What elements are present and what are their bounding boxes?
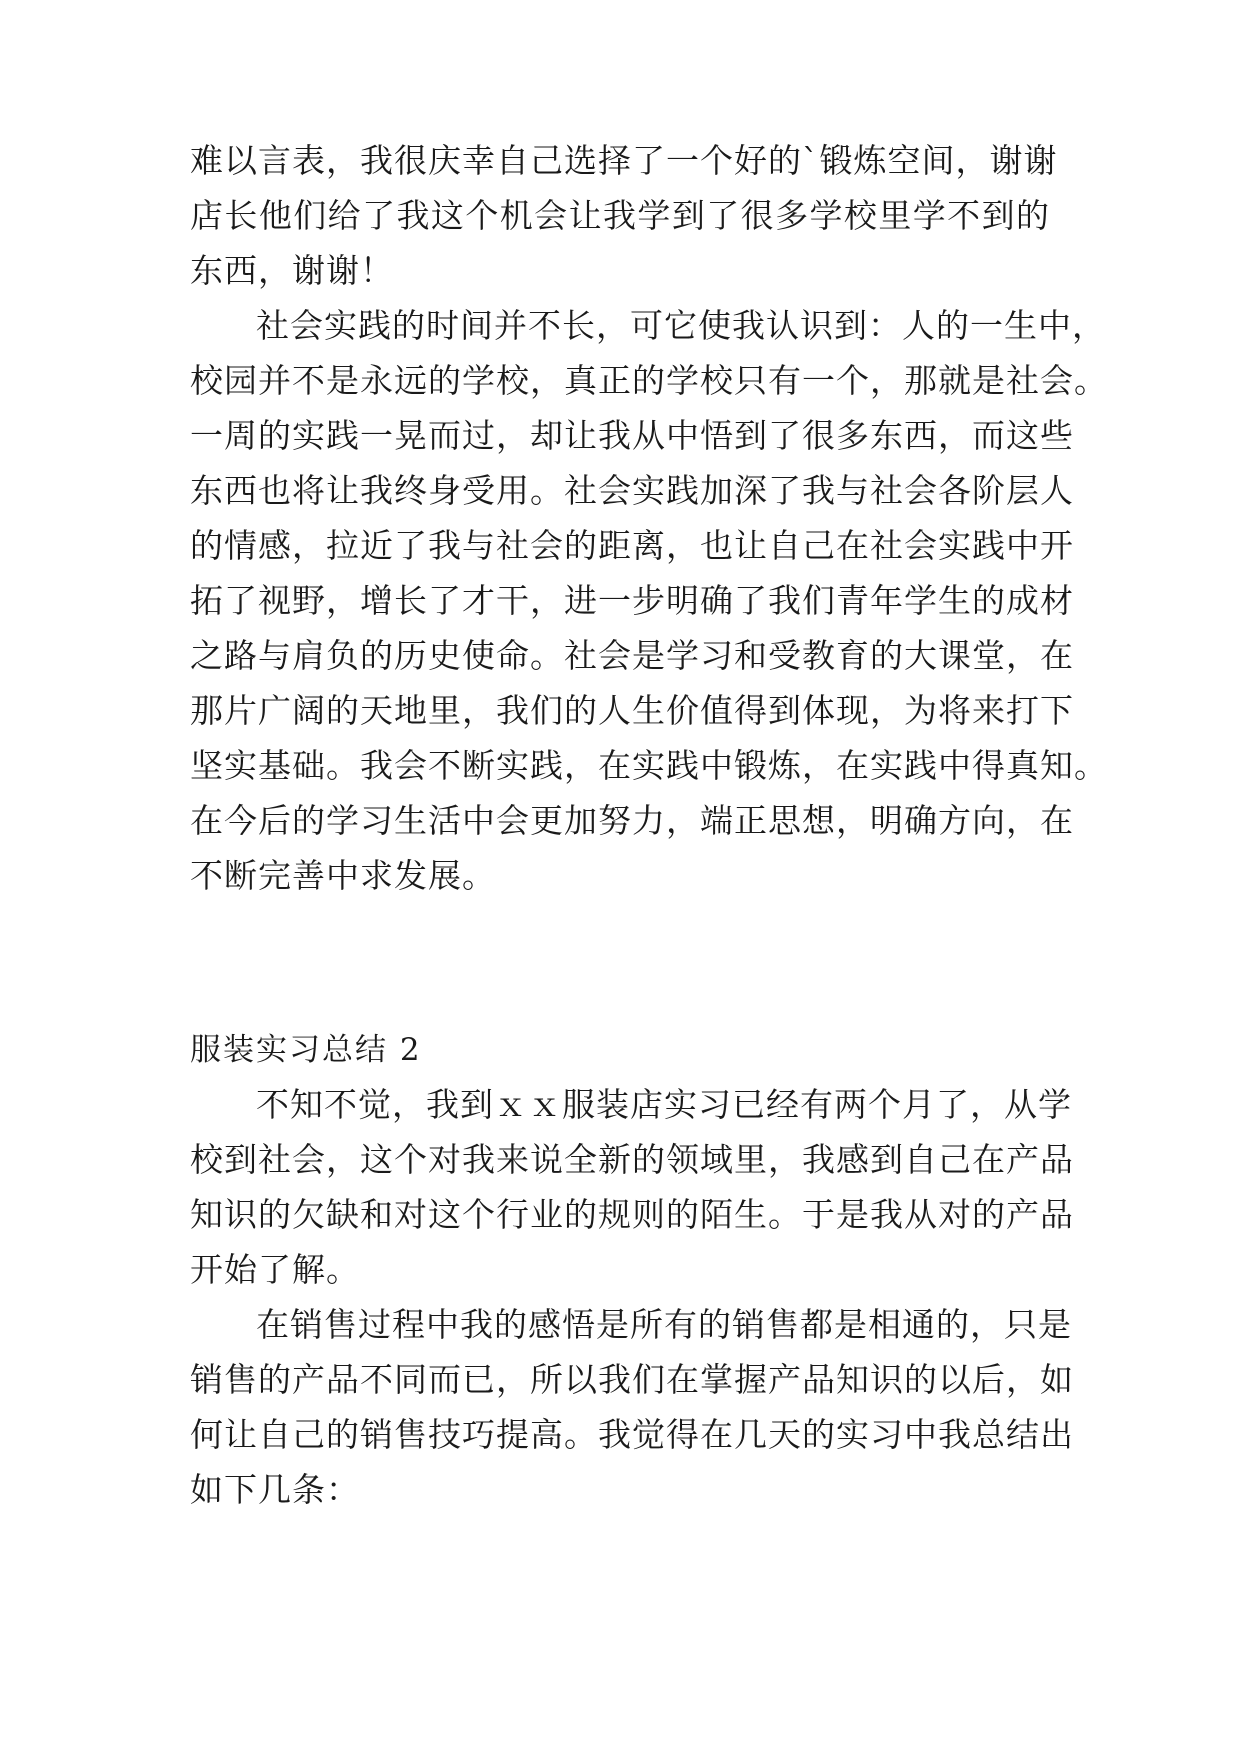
text-line: 校到社会，这个对我来说全新的领域里，我感到自己在产品 xyxy=(190,1140,1074,1179)
text-line: 之路与肩负的历史使命。社会是学习和受教育的大课堂，在 xyxy=(190,636,1074,675)
text-line: 社会实践的时间并不长，可它使我认识到：人的一生中， xyxy=(256,306,1106,345)
text-line: 开始了解。 xyxy=(190,1250,360,1289)
text-line: 如下几条： xyxy=(190,1470,360,1509)
text-line: 东西也将让我终身受用。社会实践加深了我与社会各阶层人 xyxy=(190,471,1074,510)
text-line: 坚实基础。我会不断实践，在实践中锻炼，在实践中得真知。 xyxy=(190,746,1108,785)
text-line: 一周的实践一晃而过，却让我从中悟到了很多东西，而这些 xyxy=(190,416,1074,455)
text-line: 在今后的学习生活中会更加努力，端正思想，明确方向，在 xyxy=(190,801,1074,840)
text-line: 知识的欠缺和对这个行业的规则的陌生。于是我从对的产品 xyxy=(190,1195,1074,1234)
text-line: 销售的产品不同而已，所以我们在掌握产品知识的以后，如 xyxy=(190,1360,1074,1399)
text-line: 在销售过程中我的感悟是所有的销售都是相通的，只是 xyxy=(256,1305,1072,1344)
text-line: 东西，谢谢！ xyxy=(190,251,394,290)
text-line: 不断完善中求发展。 xyxy=(190,856,496,895)
text-line: 店长他们给了我这个机会让我学到了很多学校里学不到的 xyxy=(190,196,1050,235)
text-line: 何让自己的销售技巧提高。我觉得在几天的实习中我总结出 xyxy=(190,1415,1074,1454)
text-line: 校园并不是永远的学校，真正的学校只有一个，那就是社会。 xyxy=(190,361,1108,400)
text-line: 拓了视野，增长了才干，进一步明确了我们青年学生的成材 xyxy=(190,581,1074,620)
text-line: 那片广阔的天地里，我们的人生价值得到体现，为将来打下 xyxy=(190,691,1074,730)
text-line: 的情感，拉近了我与社会的距离，也让自己在社会实践中开 xyxy=(190,526,1074,565)
section-title: 服装实习总结 2 xyxy=(190,1032,422,1068)
text-line: 难以言表，我很庆幸自己选择了一个好的`锻炼空间，谢谢 xyxy=(190,141,1058,180)
text-line: 不知不觉，我到ｘｘ服装店实习已经有两个月了，从学 xyxy=(256,1085,1072,1124)
